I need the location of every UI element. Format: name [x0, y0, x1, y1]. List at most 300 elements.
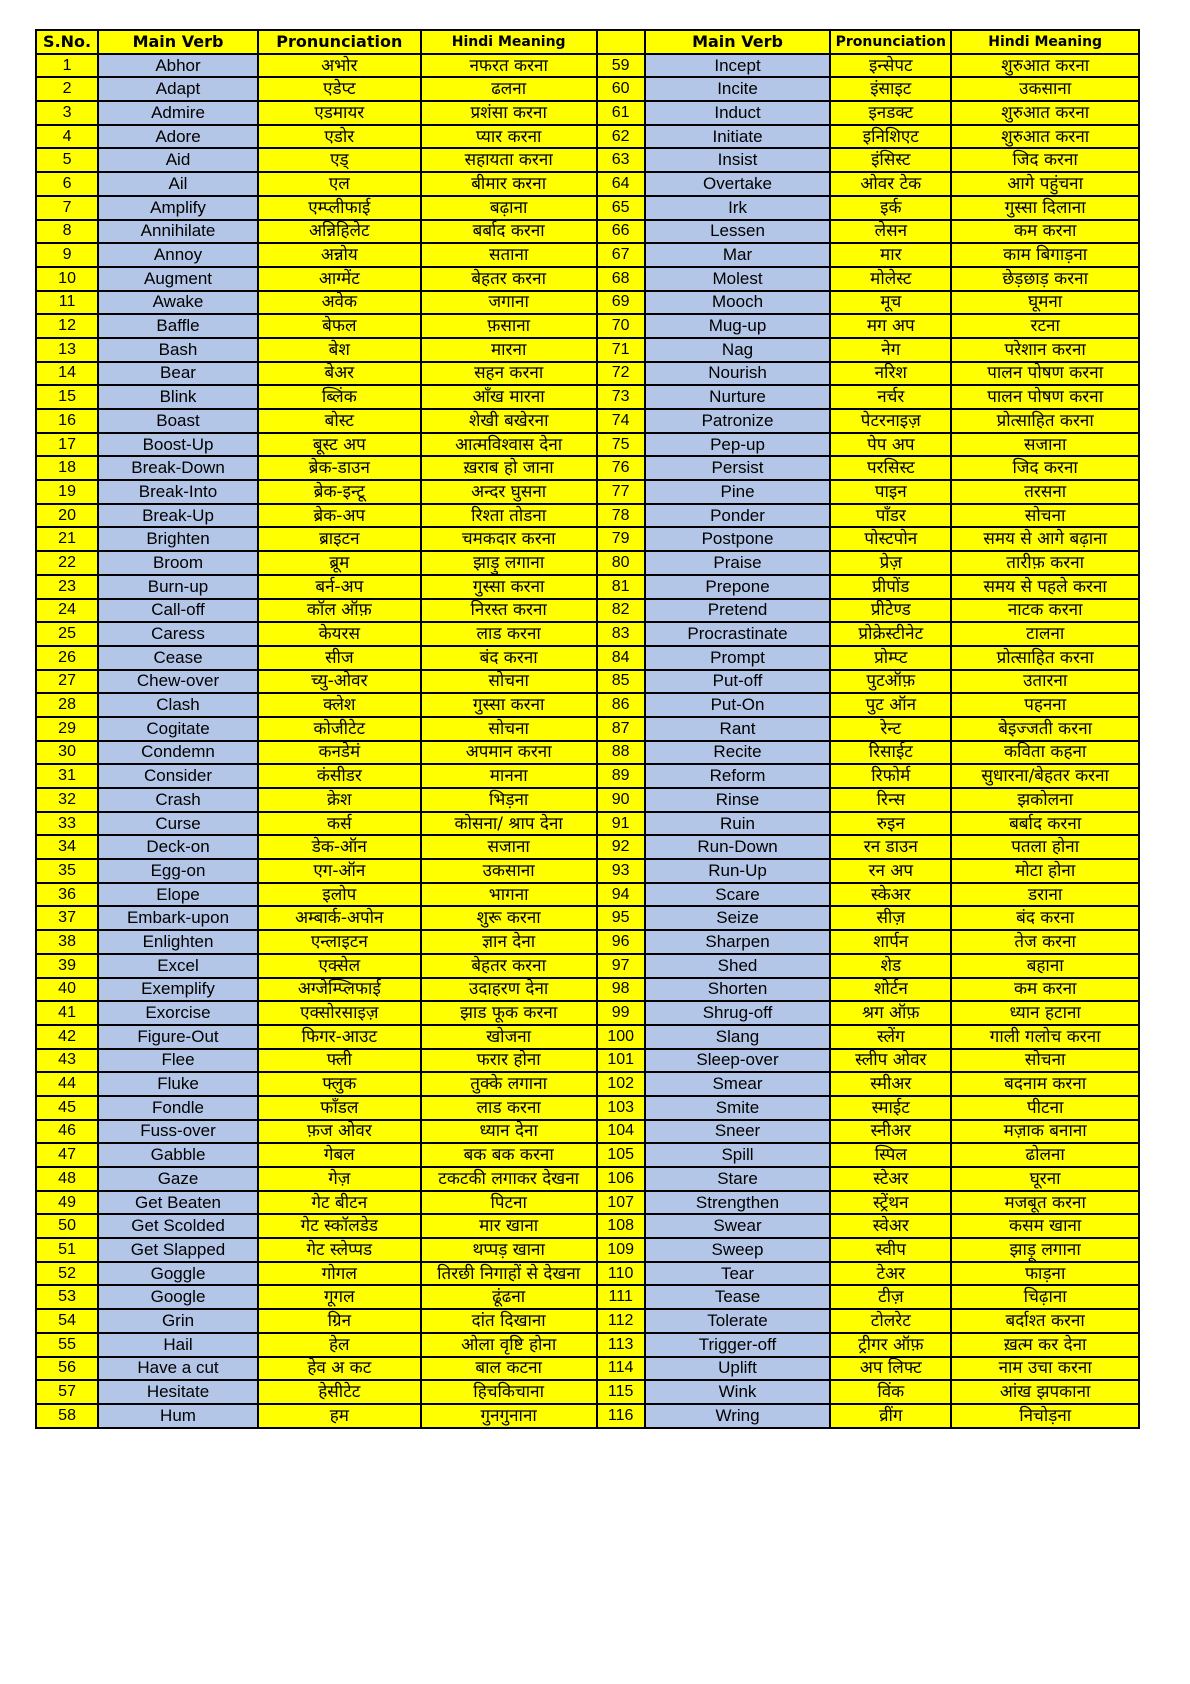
- left-hindi-meaning: उदाहरण देना: [421, 978, 597, 1002]
- left-hindi-meaning: सजाना: [421, 835, 597, 859]
- right-hindi-meaning: बदनाम करना: [951, 1072, 1139, 1096]
- left-pronunciation: फॉंडल: [258, 1096, 421, 1120]
- left-hindi-meaning: फरार होना: [421, 1049, 597, 1073]
- left-serial-number: 39: [36, 954, 98, 978]
- right-serial-number: 79: [597, 527, 645, 551]
- left-serial-number: 55: [36, 1333, 98, 1357]
- left-serial-number: 31: [36, 764, 98, 788]
- table-row: [36, 1357, 1139, 1381]
- left-main-verb: Adapt: [98, 77, 258, 101]
- right-hindi-meaning: प्रोत्साहित करना: [951, 409, 1139, 433]
- left-hindi-meaning: पिटना: [421, 1191, 597, 1215]
- right-serial-number: 64: [597, 172, 645, 196]
- left-main-verb: Cogitate: [98, 717, 258, 741]
- right-hindi-meaning: परेशान करना: [951, 338, 1139, 362]
- right-pronunciation: टोलरेट: [830, 1309, 951, 1333]
- right-hindi-meaning: रटना: [951, 314, 1139, 338]
- left-main-verb: Awake: [98, 291, 258, 315]
- right-serial-number: 103: [597, 1096, 645, 1120]
- left-serial-number: 28: [36, 693, 98, 717]
- right-hindi-meaning: बंद करना: [951, 906, 1139, 930]
- left-pronunciation: क्रेश: [258, 788, 421, 812]
- right-serial-number: 114: [597, 1357, 645, 1381]
- left-pronunciation: गेट बीटन: [258, 1191, 421, 1215]
- right-serial-number: 101: [597, 1049, 645, 1073]
- table-row: [36, 1309, 1139, 1333]
- right-serial-number: 80: [597, 551, 645, 575]
- left-main-verb: Excel: [98, 954, 258, 978]
- right-serial-number: 62: [597, 125, 645, 149]
- table-row: [36, 433, 1139, 457]
- right-pronunciation: स्टेअर: [830, 1167, 951, 1191]
- right-serial-number: 66: [597, 220, 645, 244]
- left-main-verb: Break-Down: [98, 456, 258, 480]
- left-pronunciation: कोजीटेट: [258, 717, 421, 741]
- table-row: [36, 1333, 1139, 1357]
- table-row: [36, 1167, 1139, 1191]
- left-pronunciation: ब्राइटन: [258, 527, 421, 551]
- right-main-verb: Ruin: [645, 812, 830, 836]
- left-main-verb: Aid: [98, 148, 258, 172]
- right-main-verb: Induct: [645, 101, 830, 125]
- left-serial-number: 38: [36, 930, 98, 954]
- table-row: [36, 978, 1139, 1002]
- right-pronunciation: श्रग ऑफ़: [830, 1001, 951, 1025]
- left-serial-number: 3: [36, 101, 98, 125]
- right-hindi-meaning: सोचना: [951, 1049, 1139, 1073]
- right-main-verb: Swear: [645, 1214, 830, 1238]
- right-pronunciation: टेअर: [830, 1262, 951, 1286]
- left-pronunciation: गेज़: [258, 1167, 421, 1191]
- table-row: [36, 859, 1139, 883]
- left-hindi-meaning: अन्दर घुसना: [421, 480, 597, 504]
- left-serial-number: 57: [36, 1380, 98, 1404]
- left-serial-number: 20: [36, 504, 98, 528]
- right-serial-number: 72: [597, 362, 645, 386]
- left-pronunciation: इलोप: [258, 883, 421, 907]
- left-serial-number: 16: [36, 409, 98, 433]
- right-serial-number: 59: [597, 54, 645, 78]
- left-serial-number: 7: [36, 196, 98, 220]
- right-pronunciation: लेसन: [830, 220, 951, 244]
- right-hindi-meaning: सोचना: [951, 504, 1139, 528]
- right-main-verb: Overtake: [645, 172, 830, 196]
- left-serial-number: 18: [36, 456, 98, 480]
- right-serial-number: 106: [597, 1167, 645, 1191]
- table-row: [36, 670, 1139, 694]
- left-hindi-meaning: बेहतर करना: [421, 954, 597, 978]
- right-main-verb: Tease: [645, 1285, 830, 1309]
- right-main-verb: Wink: [645, 1380, 830, 1404]
- left-serial-number: 9: [36, 243, 98, 267]
- right-pronunciation: प्रोक्रेस्टीनेट: [830, 622, 951, 646]
- right-pronunciation: ट्रीगर ऑफ़: [830, 1333, 951, 1357]
- right-main-verb: Nag: [645, 338, 830, 362]
- table-row: [36, 338, 1139, 362]
- right-pronunciation: नेग: [830, 338, 951, 362]
- left-hindi-meaning: शुरू करना: [421, 906, 597, 930]
- left-serial-number: 29: [36, 717, 98, 741]
- right-pronunciation: स्केअर: [830, 883, 951, 907]
- left-hindi-meaning: जगाना: [421, 291, 597, 315]
- right-pronunciation: ओवर टेक: [830, 172, 951, 196]
- left-main-verb: Hesitate: [98, 1380, 258, 1404]
- left-pronunciation: अन्नोय: [258, 243, 421, 267]
- left-serial-number: 13: [36, 338, 98, 362]
- left-main-verb: Amplify: [98, 196, 258, 220]
- left-hindi-meaning: बंद करना: [421, 646, 597, 670]
- left-hindi-meaning: मार खाना: [421, 1214, 597, 1238]
- left-pronunciation: अभोर: [258, 54, 421, 78]
- left-serial-number: 44: [36, 1072, 98, 1096]
- right-hindi-meaning: कविता कहना: [951, 741, 1139, 765]
- right-serial-number: 78: [597, 504, 645, 528]
- right-pronunciation: नर्चर: [830, 385, 951, 409]
- table-row: [36, 504, 1139, 528]
- left-hindi-meaning: मारना: [421, 338, 597, 362]
- table-row: [36, 622, 1139, 646]
- left-serial-number: 11: [36, 291, 98, 315]
- right-pronunciation: स्ट्रेंथन: [830, 1191, 951, 1215]
- right-hindi-meaning: टालना: [951, 622, 1139, 646]
- right-hindi-meaning: पालन पोषण करना: [951, 385, 1139, 409]
- left-main-verb: Hail: [98, 1333, 258, 1357]
- right-main-verb: Mug-up: [645, 314, 830, 338]
- right-serial-number: 94: [597, 883, 645, 907]
- right-hindi-meaning: ध्यान हटाना: [951, 1001, 1139, 1025]
- right-main-verb: Praise: [645, 551, 830, 575]
- right-serial-number: 109: [597, 1238, 645, 1262]
- left-main-verb: Boost-Up: [98, 433, 258, 457]
- left-main-verb: Goggle: [98, 1262, 258, 1286]
- left-main-verb: Burn-up: [98, 575, 258, 599]
- left-main-verb: Elope: [98, 883, 258, 907]
- right-hindi-meaning: समय से आगे बढ़ाना: [951, 527, 1139, 551]
- left-serial-number: 27: [36, 670, 98, 694]
- left-main-verb: Exemplify: [98, 978, 258, 1002]
- right-serial-number: 86: [597, 693, 645, 717]
- right-hindi-meaning: मजबूत करना: [951, 1191, 1139, 1215]
- right-pronunciation: पाइन: [830, 480, 951, 504]
- table-row: [36, 930, 1139, 954]
- right-main-verb: Sleep-over: [645, 1049, 830, 1073]
- left-pronunciation: डेक-ऑन: [258, 835, 421, 859]
- right-main-verb: Molest: [645, 267, 830, 291]
- table-row: [36, 764, 1139, 788]
- table-row: [36, 693, 1139, 717]
- table-row: [36, 385, 1139, 409]
- right-pronunciation: स्लीप ओवर: [830, 1049, 951, 1073]
- left-main-verb: Exorcise: [98, 1001, 258, 1025]
- left-hindi-meaning: अपमान करना: [421, 741, 597, 765]
- table-row: [36, 409, 1139, 433]
- table-row: [36, 480, 1139, 504]
- left-main-verb: Deck-on: [98, 835, 258, 859]
- header-hindi-meaning-right: Hindi Meaning: [951, 30, 1139, 54]
- right-pronunciation: इनिशिएट: [830, 125, 951, 149]
- right-pronunciation: टीज़: [830, 1285, 951, 1309]
- right-hindi-meaning: जिद करना: [951, 148, 1139, 172]
- table-row: [36, 243, 1139, 267]
- right-hindi-meaning: घूमना: [951, 291, 1139, 315]
- left-hindi-meaning: भिड़ना: [421, 788, 597, 812]
- right-serial-number: 99: [597, 1001, 645, 1025]
- right-pronunciation: मोलेस्ट: [830, 267, 951, 291]
- left-hindi-meaning: नफरत करना: [421, 54, 597, 78]
- table-row: [36, 717, 1139, 741]
- left-hindi-meaning: बेहतर करना: [421, 267, 597, 291]
- right-hindi-meaning: जिद करना: [951, 456, 1139, 480]
- left-hindi-meaning: फ़साना: [421, 314, 597, 338]
- right-pronunciation: नरिश: [830, 362, 951, 386]
- right-hindi-meaning: मज़ाक बनाना: [951, 1120, 1139, 1144]
- left-serial-number: 2: [36, 77, 98, 101]
- right-main-verb: Put-On: [645, 693, 830, 717]
- left-hindi-meaning: चमकदार करना: [421, 527, 597, 551]
- left-hindi-meaning: सहायता करना: [421, 148, 597, 172]
- left-serial-number: 30: [36, 741, 98, 765]
- right-serial-number: 112: [597, 1309, 645, 1333]
- right-hindi-meaning: उकसाना: [951, 77, 1139, 101]
- left-serial-number: 52: [36, 1262, 98, 1286]
- left-hindi-meaning: निरस्त करना: [421, 599, 597, 623]
- right-main-verb: Smite: [645, 1096, 830, 1120]
- right-serial-number: 70: [597, 314, 645, 338]
- left-hindi-meaning: बर्बाद करना: [421, 220, 597, 244]
- right-serial-number: 115: [597, 1380, 645, 1404]
- left-pronunciation: ब्लिंक: [258, 385, 421, 409]
- left-pronunciation: क्लेश: [258, 693, 421, 717]
- right-main-verb: Mar: [645, 243, 830, 267]
- left-main-verb: Grin: [98, 1309, 258, 1333]
- right-serial-number: 87: [597, 717, 645, 741]
- left-serial-number: 47: [36, 1143, 98, 1167]
- left-pronunciation: एड्: [258, 148, 421, 172]
- right-serial-number: 73: [597, 385, 645, 409]
- left-main-verb: Break-Into: [98, 480, 258, 504]
- left-main-verb: Annoy: [98, 243, 258, 267]
- left-serial-number: 24: [36, 599, 98, 623]
- left-pronunciation: ब्रेक-इन्टू: [258, 480, 421, 504]
- left-main-verb: Bash: [98, 338, 258, 362]
- right-pronunciation: पोस्टपोन: [830, 527, 951, 551]
- left-hindi-meaning: ढलना: [421, 77, 597, 101]
- left-pronunciation: अवेक: [258, 291, 421, 315]
- right-serial-number: 102: [597, 1072, 645, 1096]
- right-hindi-meaning: कम करना: [951, 978, 1139, 1002]
- left-pronunciation: हेसीटेट: [258, 1380, 421, 1404]
- right-hindi-meaning: आंख झपकाना: [951, 1380, 1139, 1404]
- right-main-verb: Sharpen: [645, 930, 830, 954]
- right-hindi-meaning: पहनना: [951, 693, 1139, 717]
- left-serial-number: 49: [36, 1191, 98, 1215]
- right-pronunciation: रिसाईट: [830, 741, 951, 765]
- left-pronunciation: च्यु-ओवर: [258, 670, 421, 694]
- right-main-verb: Scare: [645, 883, 830, 907]
- left-hindi-meaning: सोचना: [421, 717, 597, 741]
- right-main-verb: Shed: [645, 954, 830, 978]
- right-serial-number: 92: [597, 835, 645, 859]
- right-pronunciation: प्रेज़: [830, 551, 951, 575]
- left-hindi-meaning: लाड करना: [421, 1096, 597, 1120]
- right-pronunciation: रिफोर्म: [830, 764, 951, 788]
- left-main-verb: Hum: [98, 1404, 258, 1428]
- left-pronunciation: गूगल: [258, 1285, 421, 1309]
- right-pronunciation: शोर्टन: [830, 978, 951, 1002]
- left-main-verb: Fondle: [98, 1096, 258, 1120]
- right-pronunciation: स्माईट: [830, 1096, 951, 1120]
- left-serial-number: 5: [36, 148, 98, 172]
- left-serial-number: 26: [36, 646, 98, 670]
- right-serial-number: 63: [597, 148, 645, 172]
- right-main-verb: Patronize: [645, 409, 830, 433]
- left-main-verb: Gaze: [98, 1167, 258, 1191]
- left-pronunciation: एम्प्लीफाई: [258, 196, 421, 220]
- table-row: [36, 812, 1139, 836]
- left-hindi-meaning: गुनगुनाना: [421, 1404, 597, 1428]
- right-main-verb: Reform: [645, 764, 830, 788]
- left-hindi-meaning: सोचना: [421, 670, 597, 694]
- right-main-verb: Shorten: [645, 978, 830, 1002]
- left-serial-number: 56: [36, 1357, 98, 1381]
- left-pronunciation: कंसीडर: [258, 764, 421, 788]
- right-serial-number: 89: [597, 764, 645, 788]
- right-serial-number: 77: [597, 480, 645, 504]
- right-hindi-meaning: पतला होना: [951, 835, 1139, 859]
- right-main-verb: Insist: [645, 148, 830, 172]
- left-serial-number: 15: [36, 385, 98, 409]
- right-pronunciation: प्रीटेण्ड: [830, 599, 951, 623]
- table-row: [36, 1072, 1139, 1096]
- table-row: [36, 1025, 1139, 1049]
- left-hindi-meaning: कोसना/ श्राप देना: [421, 812, 597, 836]
- left-main-verb: Annihilate: [98, 220, 258, 244]
- left-pronunciation: बोस्ट: [258, 409, 421, 433]
- right-serial-number: 105: [597, 1143, 645, 1167]
- left-pronunciation: बेअर: [258, 362, 421, 386]
- left-serial-number: 1: [36, 54, 98, 78]
- left-pronunciation: एक्सेल: [258, 954, 421, 978]
- left-main-verb: Egg-on: [98, 859, 258, 883]
- left-pronunciation: अन्निहिलेट: [258, 220, 421, 244]
- left-serial-number: 42: [36, 1025, 98, 1049]
- right-hindi-meaning: बेइज्जती करना: [951, 717, 1139, 741]
- left-pronunciation: हेल: [258, 1333, 421, 1357]
- right-hindi-meaning: झाड़ू लगाना: [951, 1238, 1139, 1262]
- left-hindi-meaning: ओला वृष्टि होना: [421, 1333, 597, 1357]
- right-main-verb: Rant: [645, 717, 830, 741]
- left-hindi-meaning: ख़राब हो जाना: [421, 456, 597, 480]
- right-pronunciation: पेटरनाइज़: [830, 409, 951, 433]
- right-pronunciation: इन्सेपट: [830, 54, 951, 78]
- right-hindi-meaning: बर्बाद करना: [951, 812, 1139, 836]
- left-pronunciation: आग्मेंट: [258, 267, 421, 291]
- right-hindi-meaning: डराना: [951, 883, 1139, 907]
- right-hindi-meaning: शुरुआत करना: [951, 101, 1139, 125]
- left-main-verb: Caress: [98, 622, 258, 646]
- right-pronunciation: पेप अप: [830, 433, 951, 457]
- left-pronunciation: हम: [258, 1404, 421, 1428]
- right-main-verb: Shrug-off: [645, 1001, 830, 1025]
- table-row: [36, 125, 1139, 149]
- right-main-verb: Persist: [645, 456, 830, 480]
- right-main-verb: Pep-up: [645, 433, 830, 457]
- left-pronunciation: कॉल ऑफ़: [258, 599, 421, 623]
- header-sno: S.No.: [36, 30, 98, 54]
- right-pronunciation: इंसाइट: [830, 77, 951, 101]
- right-hindi-meaning: काम बिगाड़ना: [951, 243, 1139, 267]
- header-main-verb-right: Main Verb: [645, 30, 830, 54]
- left-main-verb: Blink: [98, 385, 258, 409]
- left-pronunciation: सीज: [258, 646, 421, 670]
- left-pronunciation: फ्लुक: [258, 1072, 421, 1096]
- left-serial-number: 23: [36, 575, 98, 599]
- left-serial-number: 4: [36, 125, 98, 149]
- right-serial-number: 60: [597, 77, 645, 101]
- right-main-verb: Lessen: [645, 220, 830, 244]
- right-main-verb: Mooch: [645, 291, 830, 315]
- left-pronunciation: गेबल: [258, 1143, 421, 1167]
- right-serial-number: 65: [597, 196, 645, 220]
- right-serial-number: 97: [597, 954, 645, 978]
- right-pronunciation: रेन्ट: [830, 717, 951, 741]
- left-main-verb: Fuss-over: [98, 1120, 258, 1144]
- left-serial-number: 33: [36, 812, 98, 836]
- left-serial-number: 35: [36, 859, 98, 883]
- left-serial-number: 50: [36, 1214, 98, 1238]
- left-main-verb: Brighten: [98, 527, 258, 551]
- table-row: [36, 1143, 1139, 1167]
- left-pronunciation: बूस्ट अप: [258, 433, 421, 457]
- left-hindi-meaning: आत्मविश्वास देना: [421, 433, 597, 457]
- right-pronunciation: अप लिफ्ट: [830, 1357, 951, 1381]
- right-pronunciation: पॉंडर: [830, 504, 951, 528]
- right-main-verb: Seize: [645, 906, 830, 930]
- left-main-verb: Boast: [98, 409, 258, 433]
- right-serial-number: 91: [597, 812, 645, 836]
- right-pronunciation: विंक: [830, 1380, 951, 1404]
- right-hindi-meaning: आगे पहुंचना: [951, 172, 1139, 196]
- left-main-verb: Call-off: [98, 599, 258, 623]
- left-main-verb: Embark-upon: [98, 906, 258, 930]
- table-row: [36, 1380, 1139, 1404]
- left-pronunciation: फिगर-आउट: [258, 1025, 421, 1049]
- right-pronunciation: परसिस्ट: [830, 456, 951, 480]
- right-hindi-meaning: गाली गलोच करना: [951, 1025, 1139, 1049]
- left-pronunciation: गोगल: [258, 1262, 421, 1286]
- right-serial-number: 71: [597, 338, 645, 362]
- right-hindi-meaning: तारीफ़ करना: [951, 551, 1139, 575]
- left-hindi-meaning: बाल कटना: [421, 1357, 597, 1381]
- right-main-verb: Procrastinate: [645, 622, 830, 646]
- right-main-verb: Tolerate: [645, 1309, 830, 1333]
- left-main-verb: Condemn: [98, 741, 258, 765]
- table-row: [36, 788, 1139, 812]
- right-pronunciation: मूच: [830, 291, 951, 315]
- right-serial-number: 116: [597, 1404, 645, 1428]
- left-pronunciation: फ्ली: [258, 1049, 421, 1073]
- right-pronunciation: शेड: [830, 954, 951, 978]
- left-pronunciation: केयरस: [258, 622, 421, 646]
- table-row: [36, 314, 1139, 338]
- table-row: [36, 172, 1139, 196]
- table-row: [36, 54, 1139, 78]
- right-hindi-meaning: शुरुआत करना: [951, 54, 1139, 78]
- right-main-verb: Pine: [645, 480, 830, 504]
- left-pronunciation: अम्बार्क-अपोन: [258, 906, 421, 930]
- left-main-verb: Consider: [98, 764, 258, 788]
- table-row: [36, 1214, 1139, 1238]
